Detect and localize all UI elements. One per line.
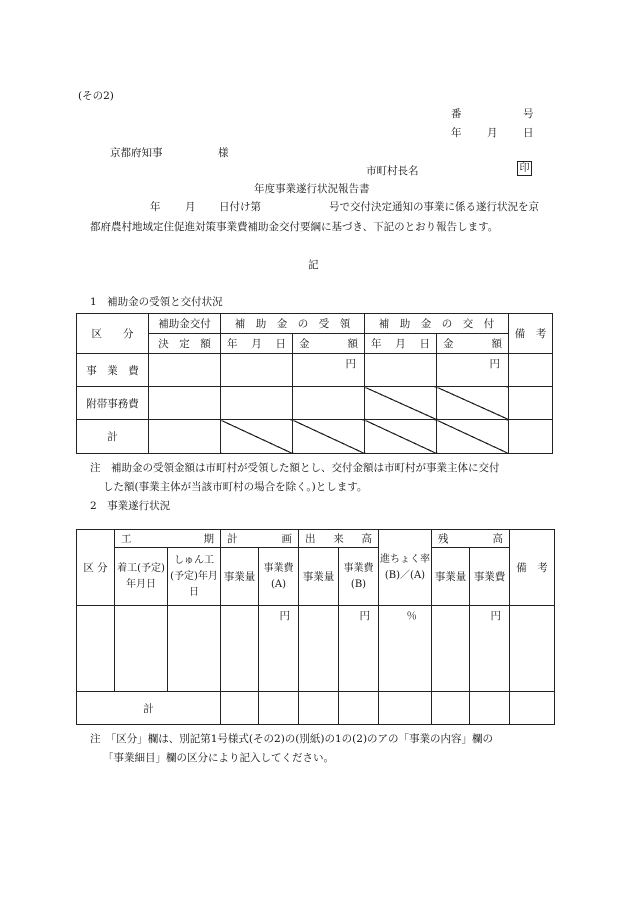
- header-done: [299, 530, 379, 548]
- header-decision-2: 決 定 額: [149, 334, 221, 354]
- cell-empty: [221, 606, 259, 692]
- table-row: [77, 387, 553, 420]
- cell-empty: [115, 606, 168, 692]
- kubun-label: 区 分: [91, 328, 134, 340]
- cell-empty: [432, 606, 470, 692]
- cell-empty: [510, 692, 555, 725]
- remain-a: 残: [438, 533, 449, 545]
- cell-empty: [299, 692, 339, 725]
- header-remarks: 備 考: [509, 314, 553, 354]
- form-number: (その2): [78, 90, 114, 102]
- grant-year: 年: [371, 338, 382, 350]
- remain-b: 高: [492, 533, 503, 545]
- subsidy-table: [76, 313, 553, 454]
- cell-empty: [509, 420, 553, 454]
- receipt-year: 年: [227, 338, 238, 350]
- done-a: 出: [305, 533, 316, 545]
- cell-empty: [509, 387, 553, 420]
- grant-amount-b: 額: [491, 338, 502, 350]
- table-row: [77, 354, 553, 387]
- table-row: [77, 606, 555, 692]
- seal-box: 印: [517, 161, 532, 176]
- cell-empty: [470, 692, 510, 725]
- cell-diagonal: [365, 420, 437, 454]
- section1-note-2: した額(事業主体が当該市町村の場合を除く。)とします。: [103, 481, 368, 493]
- plan-yen: 円: [259, 606, 299, 692]
- date-day: 日: [523, 127, 534, 139]
- end-label: しゅん工(予定)年月日: [170, 554, 218, 598]
- receipt-amount-a: 金: [299, 338, 310, 350]
- cell-empty: [510, 606, 555, 692]
- header-plan: [221, 530, 299, 548]
- addressee: 京都府知事: [110, 147, 163, 159]
- row-label-jigyohi: 事 業 費: [77, 354, 149, 387]
- header-end: [168, 548, 221, 606]
- cell-empty: [149, 354, 221, 387]
- section2-heading: 2 事業遂行状況: [90, 500, 171, 512]
- header-progress: [379, 530, 432, 606]
- receipt-amount-b: 額: [347, 338, 358, 350]
- header-decision-1: 補助金交付: [149, 314, 221, 334]
- seal-stamp: [517, 161, 532, 176]
- cell-diagonal: [437, 420, 509, 454]
- plan-b: 画: [281, 533, 292, 545]
- header-receipt: 補 助 金 の 受 領: [221, 314, 365, 334]
- grant-yen: 円: [437, 354, 509, 387]
- sender-name: 市町村長名: [366, 165, 419, 177]
- header-grant-date: [365, 334, 437, 354]
- progress-percent: ％: [379, 606, 432, 692]
- cell-diagonal: [221, 420, 293, 454]
- section1-heading: 1 補助金の受領と交付状況: [90, 296, 223, 308]
- cell-empty: [379, 692, 432, 725]
- intro-line2: 都府農村地域定住促進対策事業費補助金交付要綱に基づき、下記のとおり報告します。: [90, 221, 499, 233]
- header-remain-cost: 事業費: [470, 548, 510, 606]
- cell-empty: [149, 387, 221, 420]
- header-remarks: 備 考: [510, 530, 555, 606]
- addressee-suffix: 様: [218, 147, 229, 159]
- done-cost-label: 事業費(B): [343, 562, 374, 590]
- plan-a: 計: [227, 533, 238, 545]
- done-b: 来: [333, 533, 344, 545]
- plan-cost-label: 事業費(A): [263, 562, 294, 590]
- header-plan-qty: 事業量: [221, 548, 259, 606]
- section1-note-1: 注 補助金の受領金額は市町村が受領した額とし、交付金額は市町村が事業主体に交付: [90, 462, 500, 474]
- header-grant-amount: [437, 334, 509, 354]
- start-label: 着工(予定)年月日: [117, 562, 165, 590]
- header-kubun: [77, 314, 149, 354]
- number-label: 番: [451, 108, 462, 120]
- header-done-cost: [339, 548, 379, 606]
- header-receipt-amount: [293, 334, 365, 354]
- section2-note-2: 「事業細目」欄の区分により記入してください。: [103, 752, 334, 764]
- cell-empty: [299, 606, 339, 692]
- grant-amount-a: 金: [443, 338, 454, 350]
- progress-label: 進ちょく率(B)／(A): [380, 553, 430, 581]
- grant-day: 日: [419, 338, 430, 350]
- table-row: [77, 692, 555, 725]
- header-remain-qty: 事業量: [432, 548, 470, 606]
- cell-empty: [221, 354, 293, 387]
- header-receipt-date: [221, 334, 293, 354]
- cell-diagonal: [293, 420, 365, 454]
- cell-empty: [339, 692, 379, 725]
- cell-diagonal: [365, 387, 437, 420]
- cell-empty: [259, 692, 299, 725]
- period-b: 期: [203, 533, 214, 545]
- cell-diagonal: [437, 387, 509, 420]
- section2-note-1: 注 「区分」欄は、別記第1号様式(その2)の(別紙)の1の(2)のアの「事業の内容」欄の: [90, 733, 494, 745]
- header-remain: [432, 530, 510, 548]
- intro-line1: 号で交付決定通知の事業に係る遂行状況を京: [329, 201, 539, 213]
- intro-day-ref: 日付け第: [219, 201, 261, 213]
- intro-month: 月: [185, 201, 196, 213]
- number-suffix: 号: [523, 108, 534, 120]
- row-label-futai: 附帯事務費: [77, 387, 149, 420]
- header-grant: 補 助 金 の 交 付: [365, 314, 509, 334]
- cell-empty: [149, 420, 221, 454]
- grant-month: 月: [395, 338, 406, 350]
- cell-empty: [221, 387, 293, 420]
- progress-table: [76, 529, 555, 725]
- done-c: 高: [361, 533, 372, 545]
- receipt-month: 月: [251, 338, 262, 350]
- cell-empty: [293, 387, 365, 420]
- receipt-yen: 円: [293, 354, 365, 387]
- table-row: [77, 420, 553, 454]
- cell-empty: [221, 692, 259, 725]
- cell-empty: [77, 606, 115, 692]
- remain-yen: 円: [470, 606, 510, 692]
- receipt-day: 日: [275, 338, 286, 350]
- header-kubun: 区 分: [77, 530, 115, 606]
- header-plan-cost: [259, 548, 299, 606]
- ki-label: 記: [308, 259, 319, 271]
- document-title: 年度事業遂行状況報告書: [254, 183, 370, 195]
- cell-empty: [365, 354, 437, 387]
- cell-empty: [509, 354, 553, 387]
- cell-empty: [168, 606, 221, 692]
- period-a: 工: [121, 533, 132, 545]
- header-start: [115, 548, 168, 606]
- done-yen: 円: [339, 606, 379, 692]
- date-month: 月: [487, 127, 498, 139]
- row-label-total: 計: [77, 692, 221, 725]
- date-year: 年: [451, 127, 462, 139]
- header-done-qty: 事業量: [299, 548, 339, 606]
- row-label-total: 計: [77, 420, 149, 454]
- header-period: [115, 530, 221, 548]
- intro-year: 年: [150, 201, 161, 213]
- cell-empty: [432, 692, 470, 725]
